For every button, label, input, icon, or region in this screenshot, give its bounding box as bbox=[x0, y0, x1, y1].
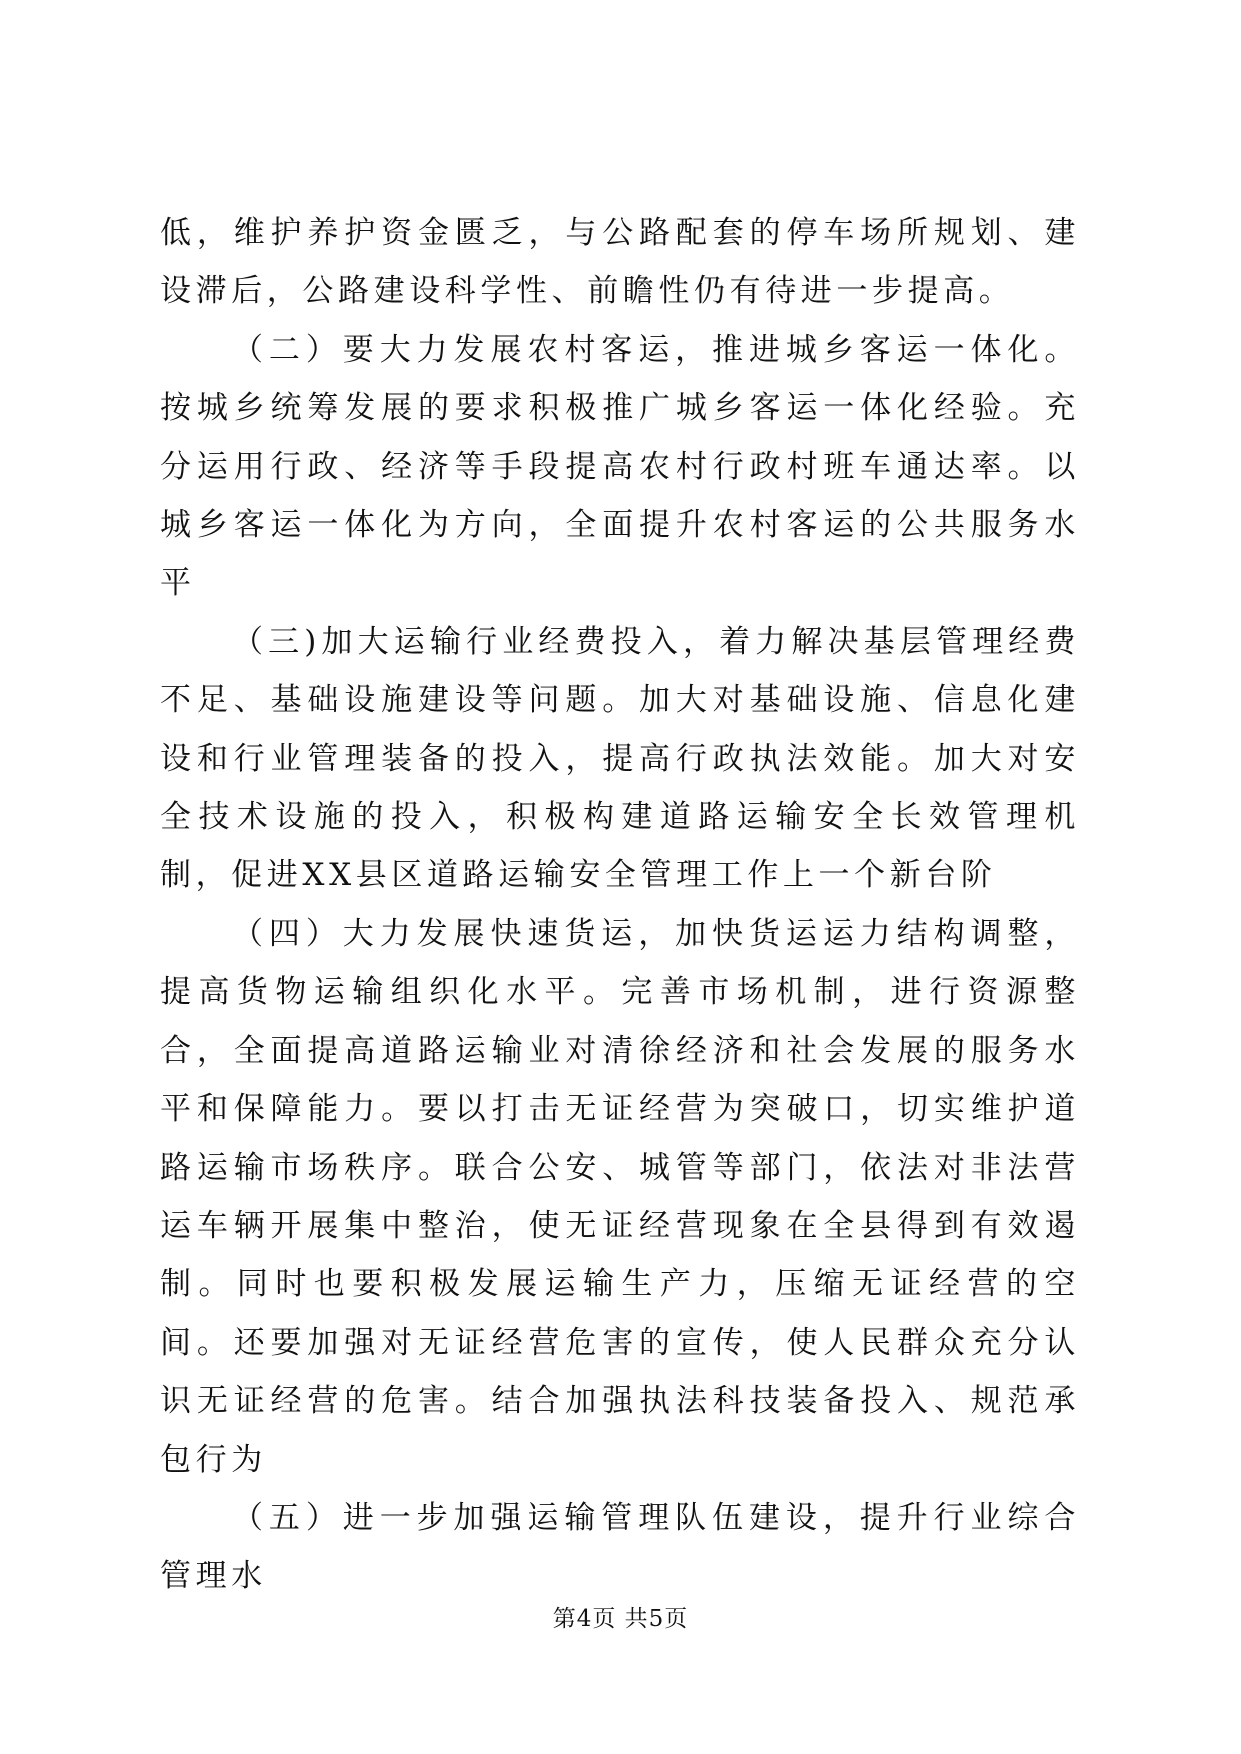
paragraph-3: （三)加大运输行业经费投入，着力解决基层管理经费不足、基础设施建设等问题。加大对基础设施、信息化建设和行业管理装备的投入，提高行政执法效能。加大对安全技术设施的投入，积极构建道路运输安全长效管理机制，促进XX县区道路运输安全管理工作上一个新台阶 bbox=[160, 623, 1080, 894]
paragraph-1: 低，维护养护资金匮乏，与公路配套的停车场所规划、建设滞后，公路建设科学性、前瞻性仍有待进一步提高。 bbox=[160, 215, 1080, 310]
document-body bbox=[160, 204, 1080, 1606]
paragraph-4: （四）大力发展快速货运，加快货运运力结构调整，提高货物运输组织化水平。完善市场机制，进行资源整合，全面提高道路运输业对清徐经济和社会发展的服务水平和保障能力。要以打击无证经营为突破口，切实维护道路运输市场秩序。联合公安、城管等部门，依法对非法营运车辆开展集中整治，使无证经营现象在全县得到有效遏制。同时也要积极发展运输生产力，压缩无证经营的空间。还要加强对无证经营危害的宣传，使人民群众充分认识无证经营的危害。结合加强执法科技装备投入、规范承包行为 bbox=[160, 915, 1080, 1478]
paragraph-5: （五）进一步加强运输管理队伍建设，提升行业综合管理水 bbox=[160, 1499, 1080, 1595]
page-number-footer: 第4页 共5页 bbox=[552, 1606, 689, 1632]
paragraph-2: （二）要大力发展农村客运，推进城乡客运一体化。按城乡统筹发展的要求积极推广城乡客运一体化经验。充分运用行政、经济等手段提高农村行政村班车通达率。以城乡客运一体化为方向，全面提升农村客运的公共服务水平 bbox=[160, 331, 1080, 602]
